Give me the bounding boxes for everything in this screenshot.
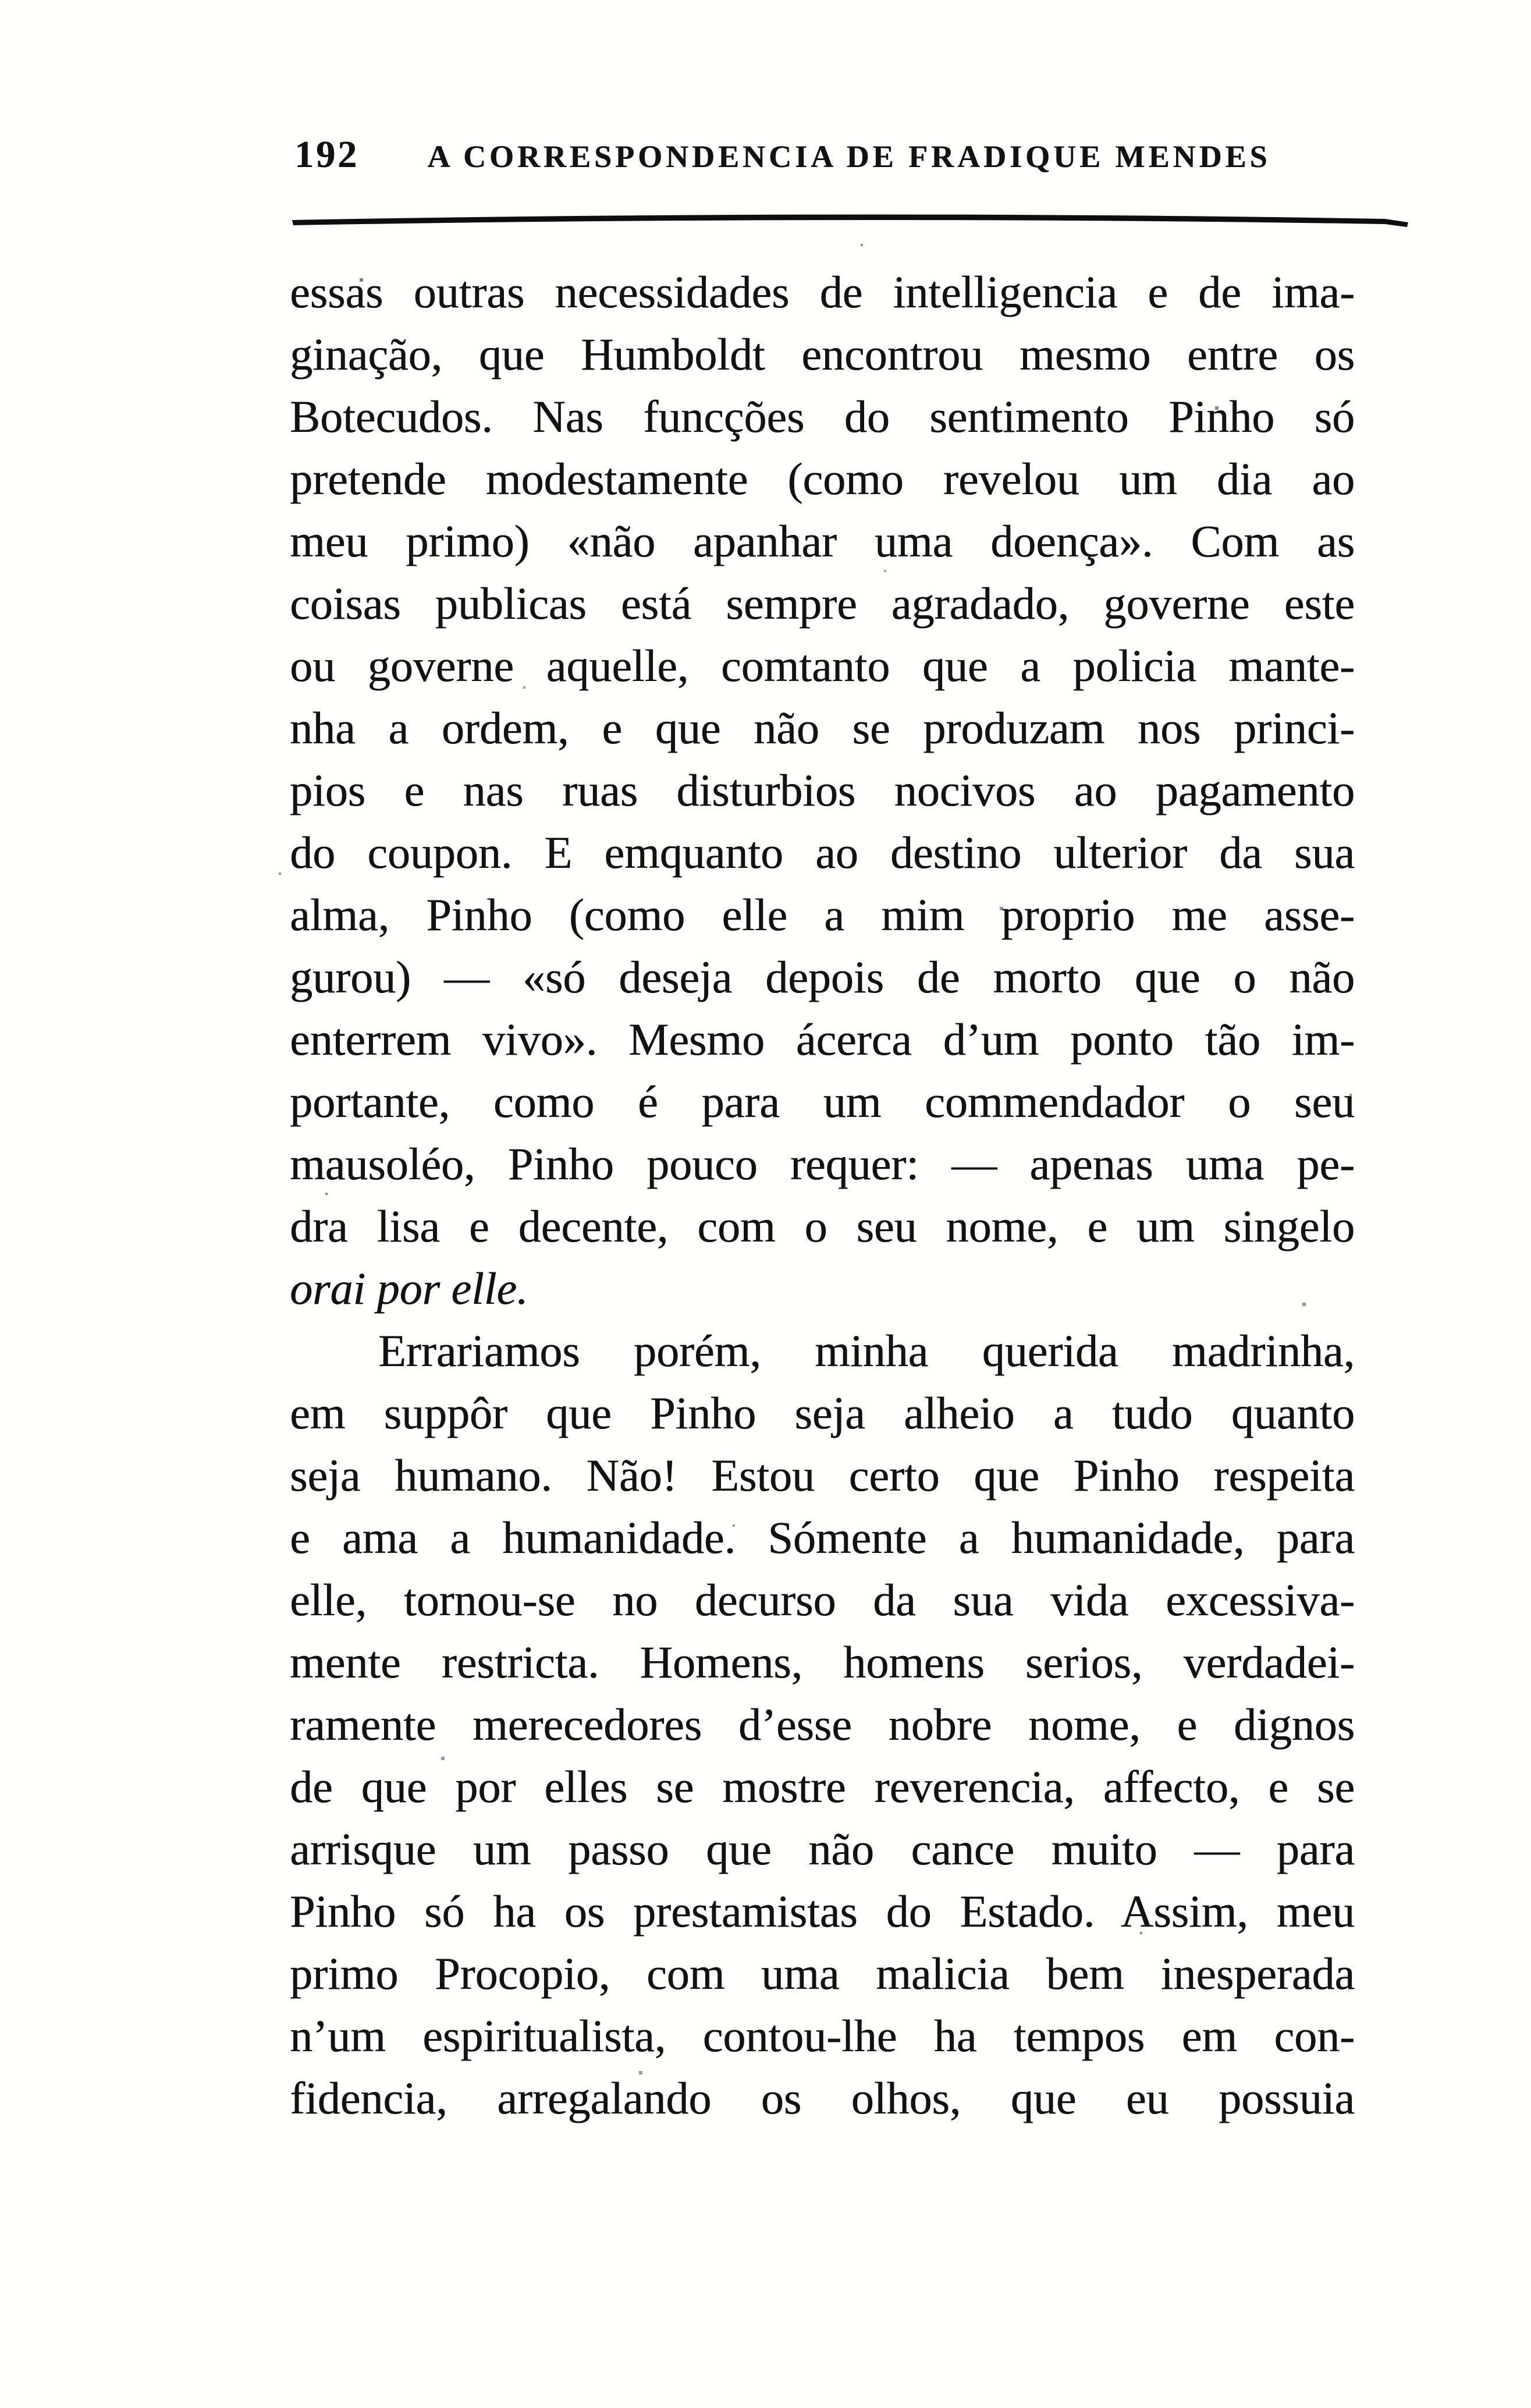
page-header (290, 133, 1408, 179)
text-line: primo Procopio, com uma malicia bem inesperada (290, 1948, 1355, 1999)
text-line: dra lisa e decente, com o seu nome, e um singelo (290, 1201, 1355, 1251)
page-number: 192 (294, 133, 359, 176)
text-line: pios e nas ruas disturbios nocivos ao pagamento (290, 765, 1355, 815)
text-line: ginação, que Humboldt encontrou mesmo entre os (290, 329, 1355, 380)
text-line: Botecudos. Nas funcções do sentimento Pinho só (290, 391, 1355, 442)
text-line: gurou) — «só deseja depois de morto que o não (290, 952, 1355, 1002)
text-line: essas outras necessidades de intelligencia e de ima- (290, 267, 1355, 317)
text-line: meu primo) «não apanhar uma doença». Com as (290, 516, 1355, 566)
scan-noise (0, 0, 1, 1)
running-title: A CORRESPONDENCIA DE FRADIQUE MENDES (427, 139, 1271, 174)
text-line: de que por elles se mostre reverencia, affecto, e se (290, 1761, 1355, 1812)
text-line: portante, como é para um commendador o seu (290, 1076, 1355, 1127)
text-line: em suppôr que Pinho seja alheio a tudo quanto (290, 1388, 1355, 1438)
text-line: seja humano. Não! Estou certo que Pinho respeita (290, 1450, 1355, 1501)
text-line: coisas publicas está sempre agradado, governe este (290, 578, 1355, 629)
text-line: elle, tornou-se no decurso da sua vida excessiva- (290, 1574, 1355, 1625)
text-line-paragraph-end: orai por elle. (290, 1263, 528, 1314)
text-line: n’um espiritualista, contou-lhe ha tempos em con- (290, 2010, 1355, 2061)
text-line: do coupon. E emquanto ao destino ulterior da sua (290, 827, 1355, 878)
text-line: pretende modestamente (como revelou um dia ao (290, 453, 1355, 504)
text-line: alma, Pinho (como elle a mim proprio me asse- (290, 889, 1355, 940)
text-line: fidencia, arregalando os olhos, que eu possuia (290, 2073, 1355, 2123)
text-line: ramente merecedores d’esse nobre nome, e dignos (290, 1699, 1355, 1750)
text-line: arrisque um passo que não cance muito — para (290, 1824, 1355, 1874)
text-line: e ama a humanidade. Sómente a humanidade, para (290, 1512, 1355, 1563)
text-line: Pinho só ha os prestamistas do Estado. Assim, meu (290, 1886, 1355, 1937)
text-line: mausoléo, Pinho pouco requer: — apenas uma pe- (290, 1139, 1355, 1189)
text-line: mente restricta. Homens, homens serios, verdadei- (290, 1637, 1355, 1687)
text-line: enterrem vivo». Mesmo ácerca d’um ponto tão im- (290, 1014, 1355, 1065)
header-rule (291, 205, 1409, 228)
text-line: ou governe aquelle, comtanto que a policia mante- (290, 640, 1355, 691)
page-body (290, 261, 1355, 2129)
text-line-paragraph-start: Errariamos porém, minha querida madrinha, (378, 1325, 1355, 1376)
text-line: nha a ordem, e que não se produzam nos princi- (290, 703, 1355, 753)
